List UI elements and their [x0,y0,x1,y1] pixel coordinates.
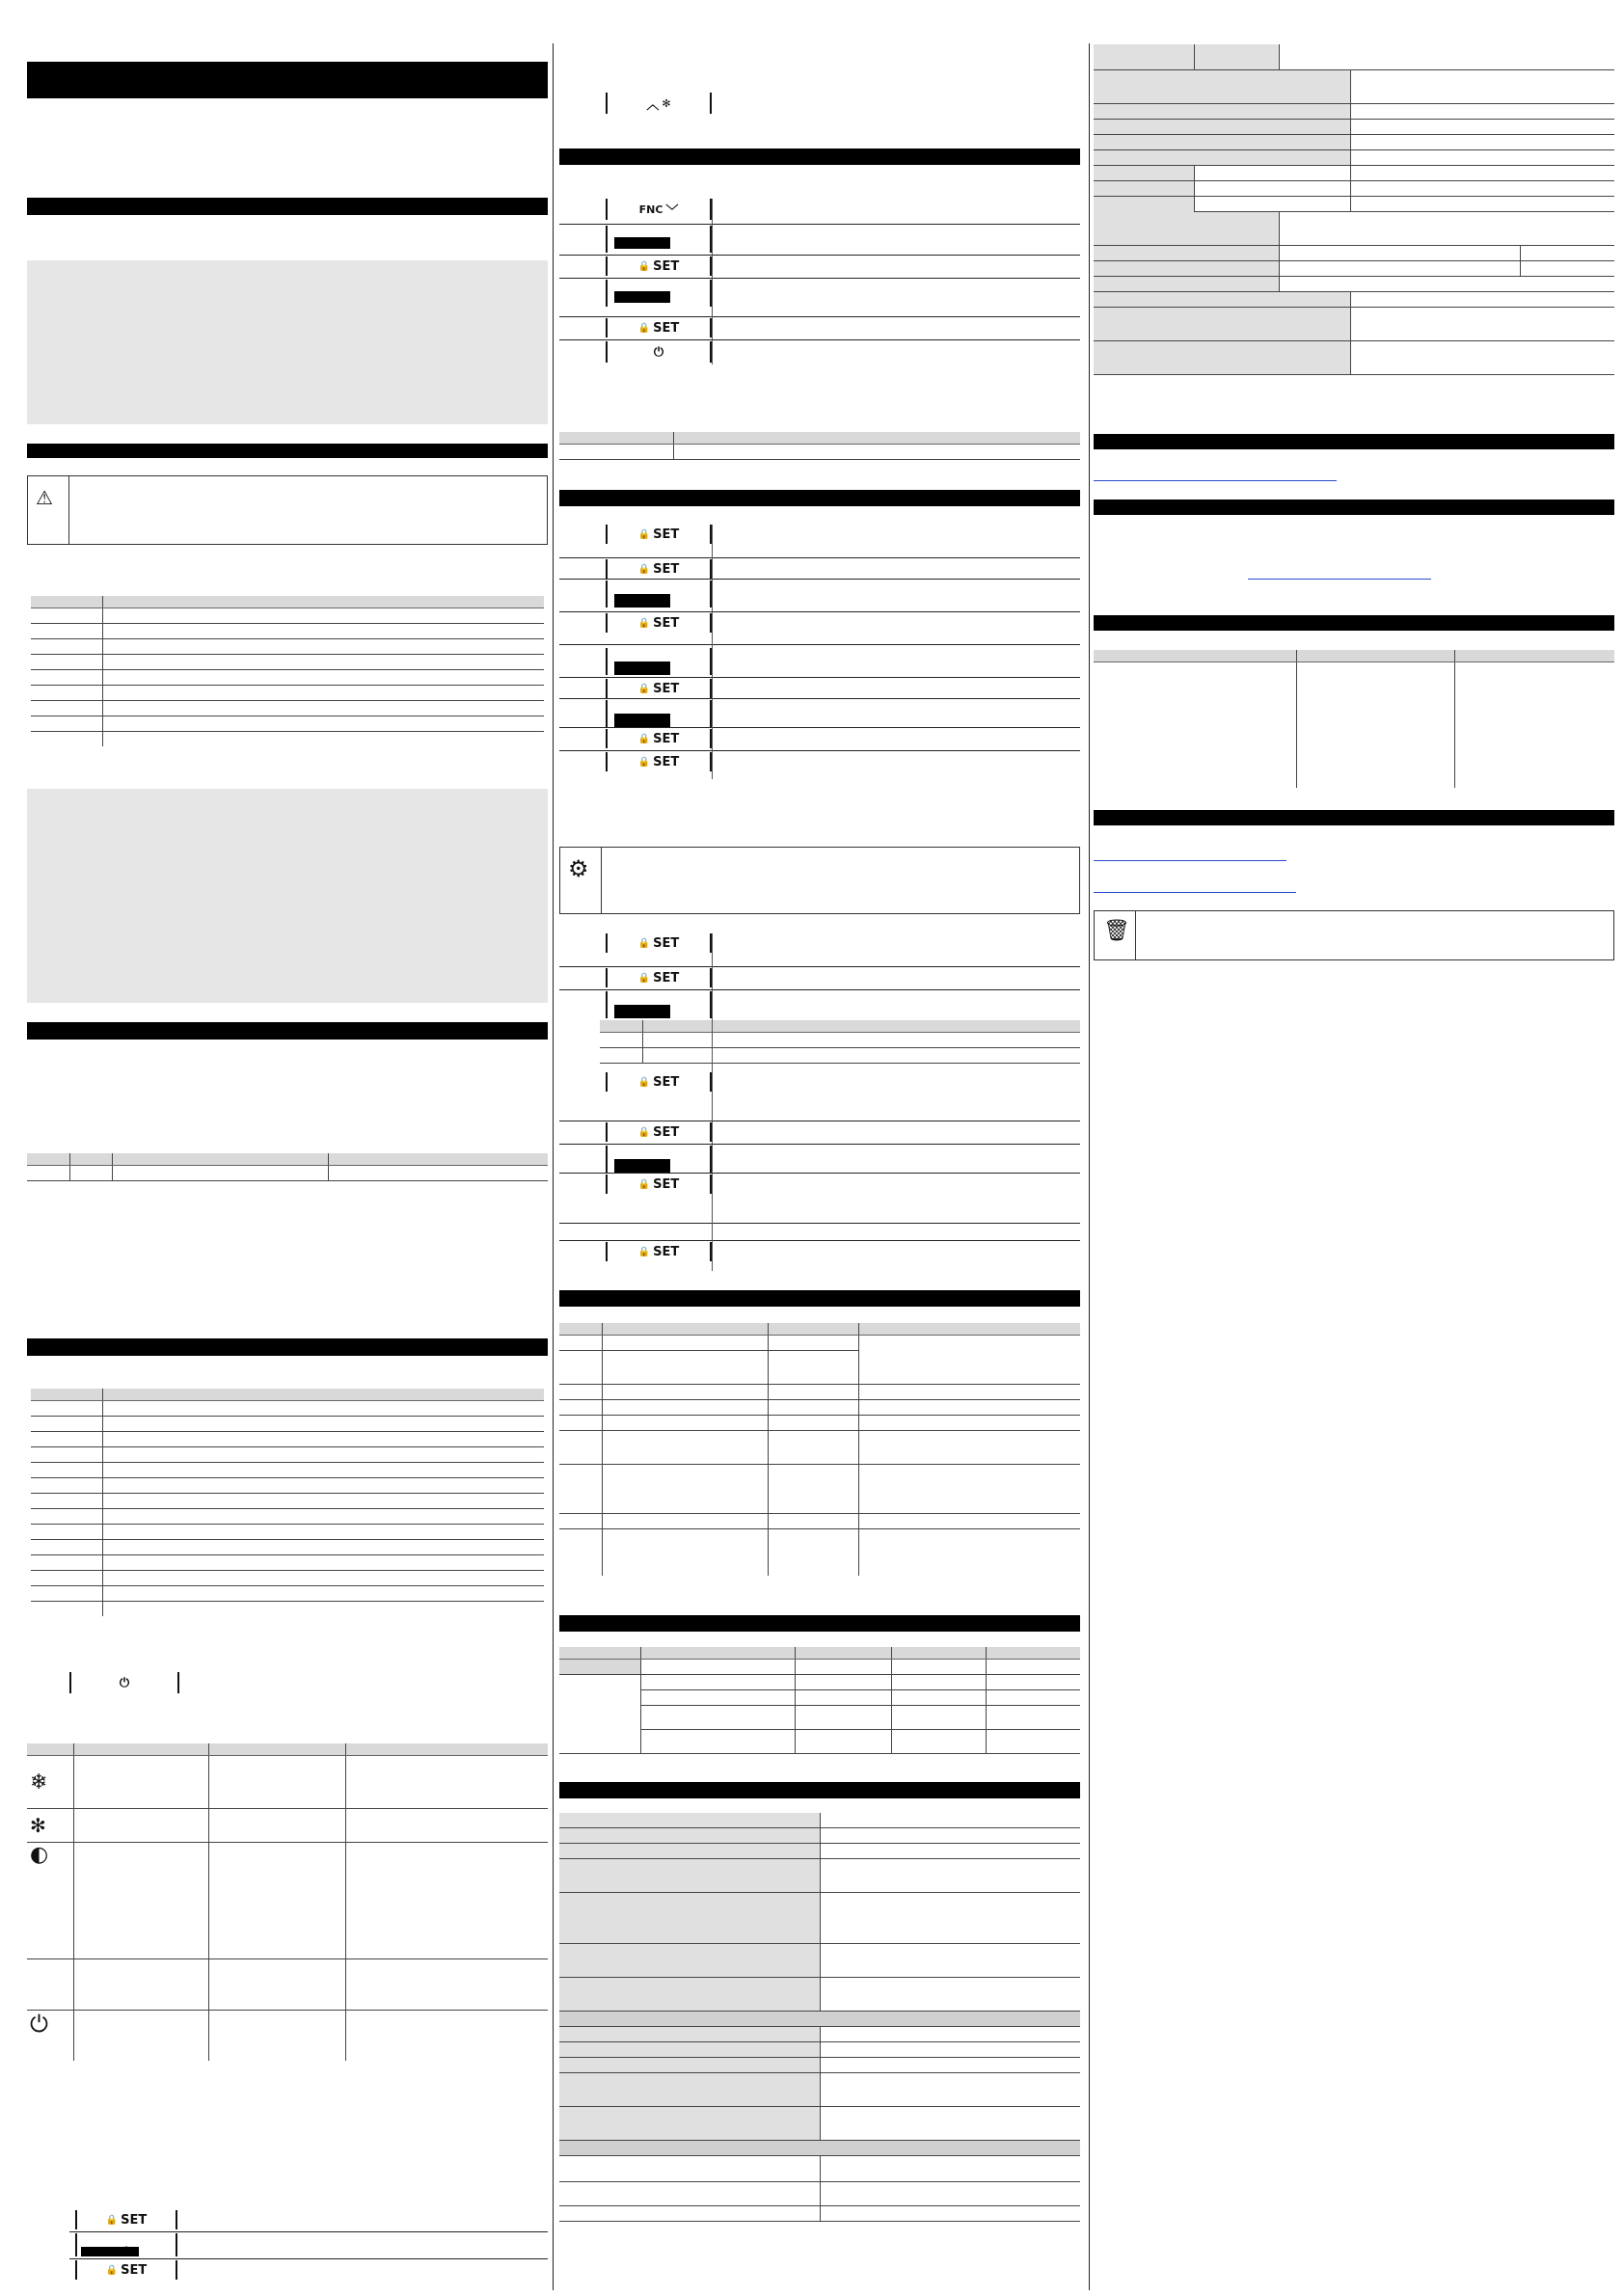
table-row [559,1351,1080,1385]
table-row [1094,277,1614,292]
table-row [1094,150,1614,166]
table-4 [559,432,1080,460]
power-icon: ⏻ [119,1675,130,1690]
section-bar-1 [27,198,548,215]
table-row [559,1514,1080,1529]
set-button-key: 🔒 SET [606,613,712,633]
table-5 [559,1323,1080,1576]
table-row [559,2027,1080,2042]
table-row [600,1033,1080,1048]
info-box-1 [27,260,548,424]
table-row [600,1048,1080,1064]
param-subtable [600,1020,1080,1064]
specs-table-1 [559,1813,1080,2222]
section-bar-6 [559,1290,1080,1307]
table-row [31,1447,544,1463]
table-row [1094,246,1614,261]
fnc-down-key: FNC ﹀ [606,199,712,220]
set-button-key: 🔒 SET [606,1242,712,1261]
table-row [31,1478,544,1494]
table-row [27,1809,548,1843]
table-row [559,1400,1080,1416]
table-row [31,1417,544,1432]
table-row [31,1555,544,1571]
document-title-bar [27,62,548,98]
table-row [1094,308,1614,341]
table-row [559,2206,1080,2222]
table-row [1094,135,1614,150]
table-row [1094,212,1614,246]
table-row [559,1465,1080,1514]
table-row [1094,181,1614,197]
table-row [31,1540,544,1555]
defrost-icon: ✻ [662,96,671,110]
table-row [559,2141,1080,2156]
table-row [559,1813,1080,1828]
table-row [559,1844,1080,1859]
table-row [559,1944,1080,1978]
table-row [1094,70,1614,104]
table-row [559,2107,1080,2141]
table-row [559,2042,1080,2058]
table-row [31,639,544,655]
table-row [31,716,544,732]
section-bar-10 [1094,500,1614,515]
link-4[interactable] [1094,892,1296,893]
table-row [31,1525,544,1540]
defrost-icon: ✻ [30,1814,46,1837]
set-button-key: 🔒 SET [75,2210,177,2229]
table-row [31,624,544,639]
set-button-key: 🔒 SET [606,1122,712,1142]
weee-bin-icon: 🗑 [1103,919,1130,943]
section-bar-8 [559,1782,1080,1798]
table-row [559,2156,1080,2182]
table-row [559,1529,1080,1577]
defrost-key: ︿ ✻ [606,93,712,114]
table-row [27,1166,548,1181]
table-row [559,1660,1080,1675]
table-row [31,1586,544,1602]
table-row [559,2182,1080,2206]
table-row [1094,197,1614,212]
table-row [31,686,544,701]
section-bar-11 [1094,615,1614,631]
section-bar-12 [1094,810,1614,825]
safety-warning-box [27,475,548,545]
table-row [31,1571,544,1586]
section-bar-2 [27,1022,548,1040]
set-button-key: 🔒 SET [606,752,712,771]
table-row [31,655,544,670]
weee-disposal-box [1094,910,1614,960]
table-row [559,1893,1080,1944]
gears-icon: ⚙ [568,855,589,882]
table-row [559,1385,1080,1400]
table-row [559,1706,1080,1730]
table-row [31,1494,544,1509]
table-row [31,1463,544,1478]
table-row [559,1730,1080,1754]
table-row [31,1509,544,1525]
table-row [559,1690,1080,1706]
table-2 [27,1153,548,1181]
power-icon: ⏻ [30,2011,48,2038]
column-divider-left [553,43,554,2290]
table-row [1094,104,1614,120]
table-3 [31,1389,544,1616]
table-row [1094,120,1614,135]
table-row [31,732,544,747]
table-row [559,1828,1080,1844]
set-button-key: 🔒 SET [606,679,712,698]
section-bar-3 [27,1338,548,1356]
table-row [559,2073,1080,2107]
table-row [559,1978,1080,2012]
table-row [27,2011,548,2062]
table-6 [559,1647,1080,1754]
power-icon: ⏻ [653,344,664,360]
table-row [559,1336,1080,1351]
set-button-key: 🔒 SET [606,1175,712,1194]
snowflake-icon: ❄ [30,1769,48,1795]
icon-table [27,1743,548,2061]
table-1 [31,596,544,746]
table-row [1094,44,1614,70]
set-button-key: 🔒 SET [606,318,712,338]
table-row [31,1432,544,1447]
table-row [559,1416,1080,1431]
table-row [1094,662,1614,789]
table-row [27,1756,548,1809]
section-bar-5 [559,490,1080,506]
table-row [1094,261,1614,277]
set-button-key: 🔒 SET [606,968,712,987]
set-button-key: 🔒 SET [606,933,712,953]
table-row [559,445,1080,460]
table-row [1094,166,1614,181]
section-bar-9 [1094,434,1614,449]
config-note-box [559,847,1080,914]
table-row [31,670,544,686]
table-row [31,1401,544,1417]
table-row [559,1859,1080,1893]
worker-warning-icon: ⚠ [36,486,53,509]
set-button-key: 🔒 SET [606,559,712,579]
power-button-key [69,1672,179,1693]
set-button-key: 🔒 SET [606,525,712,544]
table-row [27,1959,548,2011]
specs-table-2 [1094,44,1614,375]
table-row [1094,341,1614,375]
set-button-key: 🔒 SET [606,257,712,276]
table-row [31,1602,544,1617]
table-row [559,1675,1080,1690]
section-bar-4 [559,149,1080,165]
info-box-2 [27,789,548,1003]
table-row [27,1843,548,1959]
light-power-key [606,341,712,363]
set-button-key: 🔒 SET [606,1072,712,1092]
table-row [1094,292,1614,308]
table-row [559,2012,1080,2027]
section-bar-safety [27,444,548,458]
table-row [31,608,544,624]
set-button-key: 🔒 SET [606,729,712,748]
section-bar-7 [559,1615,1080,1632]
eco-icon: ◐ [30,1843,49,1867]
link-1[interactable] [1094,480,1337,481]
set-button-key: 🔒 SET [75,2260,177,2280]
table-row [559,1431,1080,1465]
link-3[interactable] [1094,860,1286,861]
column-divider-right [1089,43,1090,2290]
link-2[interactable] [1248,579,1431,580]
table-7 [1094,650,1614,788]
table-row [31,701,544,716]
table-row [559,2058,1080,2073]
